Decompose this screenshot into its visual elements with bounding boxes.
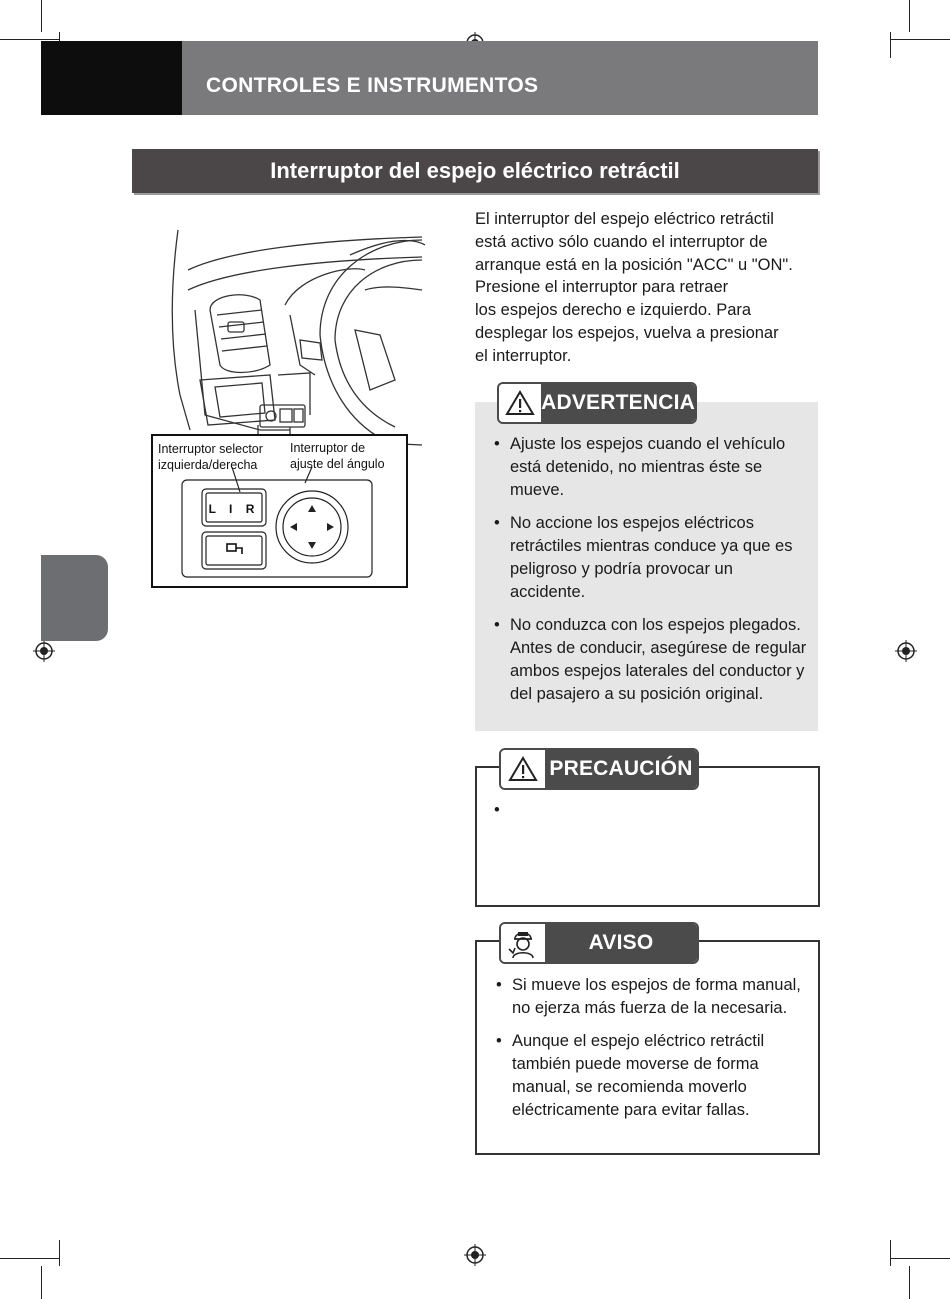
crop-mark <box>41 0 42 32</box>
callout-angle-line2: ajuste del ángulo <box>290 457 385 471</box>
crop-mark <box>59 1240 60 1266</box>
intro-line: los espejos derecho e izquierdo. Para <box>475 301 752 320</box>
registration-mark-icon <box>895 640 917 662</box>
crop-mark <box>41 1266 42 1299</box>
crop-mark <box>890 1258 950 1259</box>
intro-line: Presione el interruptor para retraer <box>475 278 729 297</box>
warning-item: • No accione los espejos eléctricos retráctiles mientras conduce ya que es peligroso y podría provocar un accidente. <box>490 512 808 604</box>
intro-line: arranque está en la posición "ACC" u "ON". <box>475 255 793 274</box>
caution-list <box>490 799 808 809</box>
intro-line: desplegar los espejos, vuelva a presionar <box>475 323 779 342</box>
caution-label <box>499 748 699 790</box>
mechanic-icon <box>501 924 545 962</box>
intro-line: El interruptor del espejo eléctrico retráctil <box>475 210 774 228</box>
crop-mark <box>909 1266 910 1299</box>
crop-mark <box>0 1258 60 1259</box>
section-title-bar <box>132 149 818 193</box>
header-block <box>41 41 182 115</box>
crop-mark <box>890 1240 891 1266</box>
intro-paragraph <box>475 208 825 368</box>
callout-angle-line1: Interruptor de <box>290 441 366 455</box>
caution-triangle-icon <box>501 750 545 788</box>
notice-item: • Aunque el espejo eléctrico retráctil también puede moverse de forma manual, se recomienda moverlo eléctricamente para evitar fallas. <box>492 1030 808 1122</box>
crop-mark <box>890 32 891 58</box>
notice-label-text: AVISO <box>545 924 697 962</box>
callout-selector-line2: izquierda/derecha <box>158 458 258 472</box>
warning-item: • No conduzca con los espejos plegados. Antes de conducir, asegúrese de regular ambos espejos laterales del conductor y del pasajero a su posición original. <box>490 614 808 706</box>
chapter-tab <box>41 555 108 641</box>
warning-label-text: ADVERTENCIA <box>541 384 695 422</box>
notice-list <box>492 974 808 1132</box>
registration-mark-icon <box>33 640 55 662</box>
warning-item: • Ajuste los espejos cuando el vehículo está detenido, no mientras éste se mueve. <box>490 433 808 502</box>
mirror-switch-illustration <box>150 215 425 590</box>
crop-mark <box>909 0 910 32</box>
intro-line: está activo sólo cuando el interruptor de <box>475 232 768 251</box>
registration-mark-icon <box>464 1244 486 1266</box>
switch-letters: L I R <box>208 502 260 516</box>
section-title: Interruptor del espejo eléctrico retráctil <box>270 158 680 183</box>
callout-selector-line1: Interruptor selector <box>158 442 263 456</box>
warning-label <box>497 382 697 424</box>
warning-triangle-icon <box>499 384 541 422</box>
notice-item: • Si mueve los espejos de forma manual, no ejerza más fuerza de la necesaria. <box>492 974 808 1020</box>
crop-mark <box>890 39 950 40</box>
warning-list <box>490 433 808 716</box>
caution-label-text: PRECAUCIÓN <box>545 750 697 788</box>
crop-mark <box>0 39 60 40</box>
chapter-title: CONTROLES E INSTRUMENTOS <box>206 74 539 97</box>
notice-label <box>499 922 699 964</box>
intro-line: el interruptor. <box>475 346 572 365</box>
